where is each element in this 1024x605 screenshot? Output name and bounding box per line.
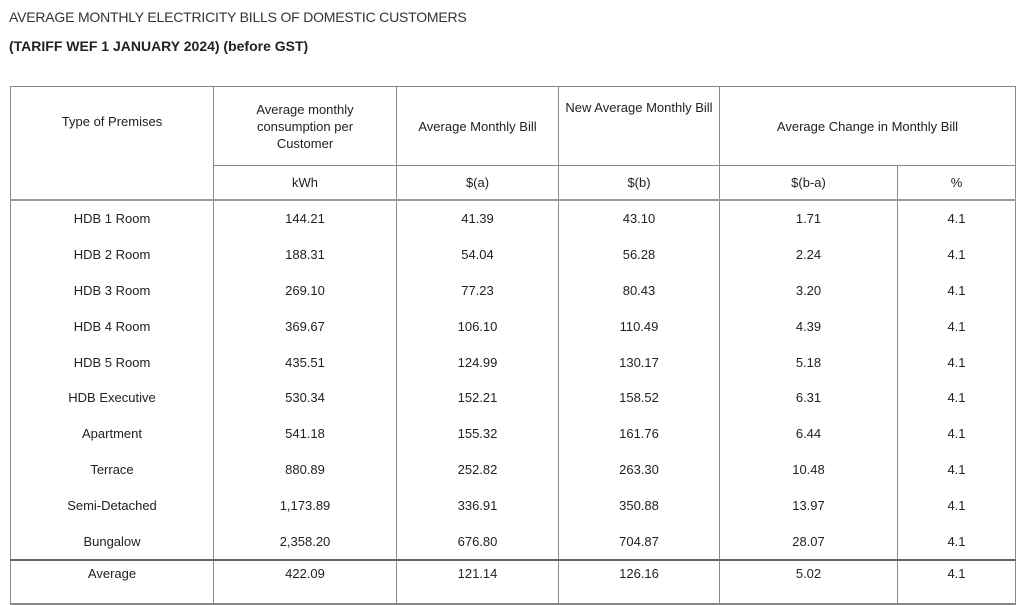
cell-premises: HDB 5 Room: [11, 344, 214, 380]
cell-new-bill: 110.49: [559, 308, 720, 344]
cell-consumption: 541.18: [214, 416, 397, 452]
cell-change-percent: 4.1: [898, 452, 1016, 488]
average-change-percent: 4.1: [898, 560, 1016, 604]
electricity-bills-table: [10, 86, 1016, 605]
cell-consumption: 530.34: [214, 380, 397, 416]
table-row: [11, 416, 1016, 452]
cell-new-bill: 130.17: [559, 344, 720, 380]
average-new-bill: 126.16: [559, 560, 720, 604]
table-row: [11, 380, 1016, 416]
average-bill: 121.14: [397, 560, 559, 604]
cell-consumption: 1,173.89: [214, 487, 397, 523]
cell-change-percent: 4.1: [898, 487, 1016, 523]
header-bill: Average Monthly Bill: [397, 87, 559, 166]
cell-consumption: 188.31: [214, 237, 397, 273]
table-row: [11, 523, 1016, 560]
cell-consumption: 144.21: [214, 200, 397, 237]
cell-premises: HDB 1 Room: [11, 200, 214, 237]
document-title: AVERAGE MONTHLY ELECTRICITY BILLS OF DOMESTIC CUSTOMERS: [9, 9, 467, 25]
document-subtitle: (TARIFF WEF 1 JANUARY 2024) (before GST): [9, 38, 309, 54]
unit-percent: %: [898, 166, 1016, 201]
cell-bill: 152.21: [397, 380, 559, 416]
cell-premises: Bungalow: [11, 523, 214, 560]
cell-change-percent: 4.1: [898, 523, 1016, 560]
unit-kwh: kWh: [214, 166, 397, 201]
cell-change-percent: 4.1: [898, 308, 1016, 344]
cell-change-amount: 2.24: [720, 237, 898, 273]
average-premises: Average: [11, 560, 214, 604]
cell-consumption: 369.67: [214, 308, 397, 344]
average-change-amount: 5.02: [720, 560, 898, 604]
cell-change-amount: 5.18: [720, 344, 898, 380]
header-new-bill: New Average Monthly Bill: [559, 87, 720, 166]
cell-change-percent: 4.1: [898, 237, 1016, 273]
cell-bill: 54.04: [397, 237, 559, 273]
table-row: [11, 273, 1016, 309]
cell-bill: 77.23: [397, 273, 559, 309]
table-row: [11, 452, 1016, 488]
cell-change-percent: 4.1: [898, 380, 1016, 416]
cell-new-bill: 56.28: [559, 237, 720, 273]
cell-consumption: 435.51: [214, 344, 397, 380]
cell-premises: HDB 3 Room: [11, 273, 214, 309]
cell-change-amount: 1.71: [720, 200, 898, 237]
cell-bill: 106.10: [397, 308, 559, 344]
cell-premises: Semi-Detached: [11, 487, 214, 523]
average-row: [11, 560, 1016, 604]
cell-consumption: 269.10: [214, 273, 397, 309]
table-row: [11, 237, 1016, 273]
cell-bill: 336.91: [397, 487, 559, 523]
header-consumption: Average monthly consumption per Customer: [214, 87, 397, 166]
cell-bill: 41.39: [397, 200, 559, 237]
cell-consumption: 880.89: [214, 452, 397, 488]
cell-premises: HDB 2 Room: [11, 237, 214, 273]
cell-change-amount: 3.20: [720, 273, 898, 309]
cell-change-percent: 4.1: [898, 200, 1016, 237]
cell-bill: 676.80: [397, 523, 559, 560]
average-consumption: 422.09: [214, 560, 397, 604]
cell-new-bill: 263.30: [559, 452, 720, 488]
cell-premises: HDB Executive: [11, 380, 214, 416]
cell-consumption: 2,358.20: [214, 523, 397, 560]
cell-change-amount: 28.07: [720, 523, 898, 560]
cell-new-bill: 161.76: [559, 416, 720, 452]
table-row: [11, 487, 1016, 523]
cell-bill: 252.82: [397, 452, 559, 488]
cell-change-percent: 4.1: [898, 416, 1016, 452]
cell-change-amount: 6.31: [720, 380, 898, 416]
unit-a: $(a): [397, 166, 559, 201]
cell-premises: Apartment: [11, 416, 214, 452]
cell-change-percent: 4.1: [898, 273, 1016, 309]
cell-new-bill: 80.43: [559, 273, 720, 309]
cell-change-amount: 4.39: [720, 308, 898, 344]
unit-b: $(b): [559, 166, 720, 201]
header-change: Average Change in Monthly Bill: [720, 87, 1016, 166]
cell-change-amount: 10.48: [720, 452, 898, 488]
table-row: [11, 308, 1016, 344]
cell-bill: 155.32: [397, 416, 559, 452]
cell-new-bill: 704.87: [559, 523, 720, 560]
cell-bill: 124.99: [397, 344, 559, 380]
unit-b-minus-a: $(b-a): [720, 166, 898, 201]
table-row: [11, 344, 1016, 380]
cell-change-amount: 13.97: [720, 487, 898, 523]
cell-change-amount: 6.44: [720, 416, 898, 452]
cell-new-bill: 158.52: [559, 380, 720, 416]
cell-premises: Terrace: [11, 452, 214, 488]
cell-new-bill: 350.88: [559, 487, 720, 523]
cell-new-bill: 43.10: [559, 200, 720, 237]
cell-change-percent: 4.1: [898, 344, 1016, 380]
cell-premises: HDB 4 Room: [11, 308, 214, 344]
header-premises: Type of Premises: [11, 87, 214, 201]
header-row: [11, 87, 1016, 166]
table-row: [11, 200, 1016, 237]
